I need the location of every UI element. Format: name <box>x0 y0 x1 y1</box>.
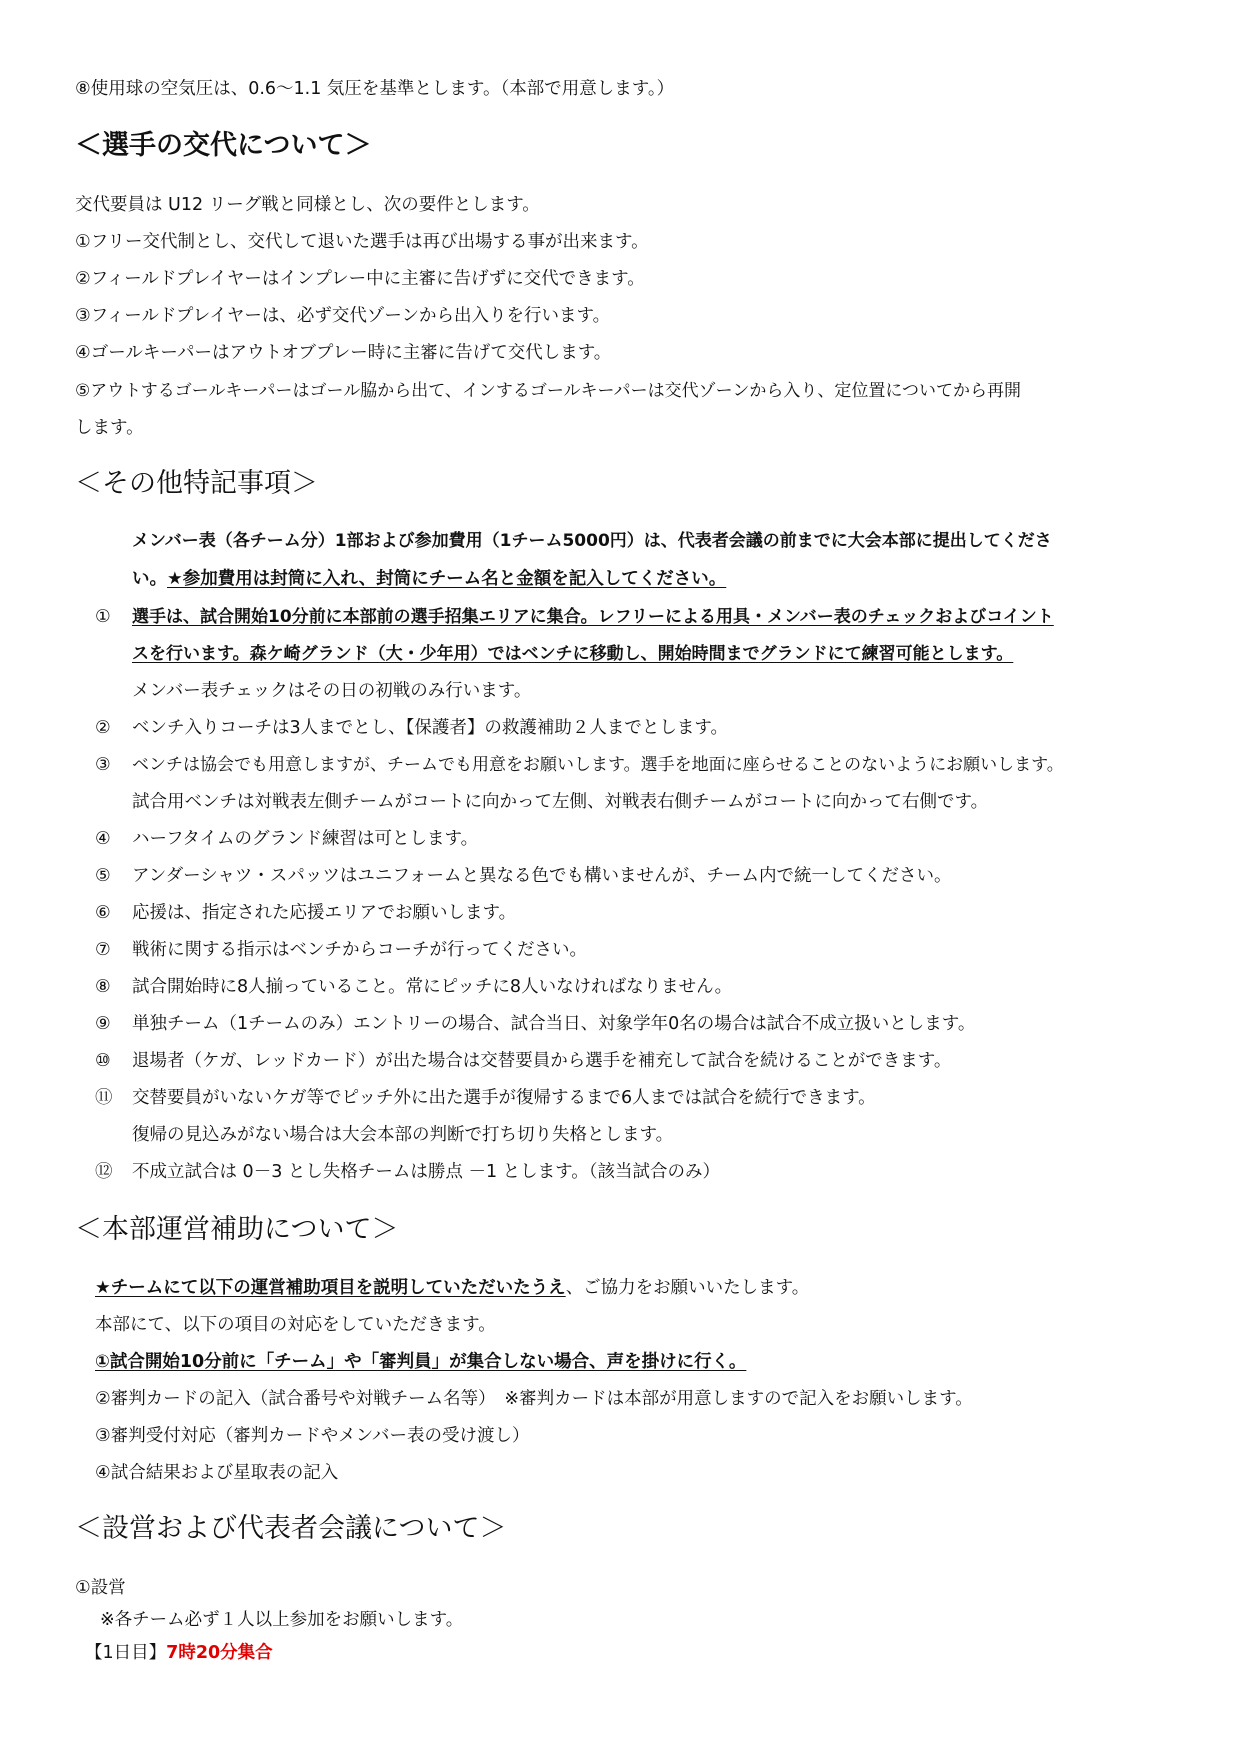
ball-pressure-line: ⑧使用球の空気圧は、0.6～1.1 気圧を基準とします。（本部で用意します。） <box>75 79 675 99</box>
substitution-item-4: ④ゴールキーパーはアウトオブプレー時に主審に告げて交代します。 <box>75 343 612 363</box>
hq-line-2: 本部にて、以下の項目の対応をしていただきます。 <box>95 1315 496 1335</box>
substitution-item-5-cont: します。 <box>75 418 144 438</box>
other-intro-line-1: メンバー表（各チーム分）1部および参加費用（1チーム5000円）は、代表者会議の前までに大会本部に提出してくださ <box>132 531 1052 551</box>
other-item-9-num: ⑨ <box>95 1014 111 1034</box>
other-item-6-num: ⑥ <box>95 903 111 923</box>
setup-day-time: 7時20分集合 <box>166 1643 273 1663</box>
hq-intro <box>95 1275 809 1301</box>
other-item-1-line-1: 選手は、試合開始10分前に本部前の選手招集エリアに集合。レフリーによる用具・メンバー表のチェックおよびコイント <box>132 607 1054 627</box>
substitution-item-3: ③フィールドプレイヤーは、必ず交代ゾーンから出入りを行います。 <box>75 306 611 326</box>
other-item-7-num: ⑦ <box>95 940 111 960</box>
substitution-intro: 交代要員は U12 リーグ戦と同様とし、次の要件とします。 <box>75 195 540 215</box>
other-item-8-line-1: 試合開始時に8人揃っていること。常にピッチに8人いなければなりません。 <box>132 977 733 997</box>
setup-heading: ＜設営および代表者会議について＞ <box>75 1513 507 1544</box>
other-item-10-num: ⑩ <box>95 1051 111 1071</box>
hq-item-3: ③審判受付対応（審判カードやメンバー表の受け渡し） <box>95 1426 530 1446</box>
other-item-3-num: ③ <box>95 755 111 775</box>
other-item-3-line-1: ベンチは協会でも用意しますが、チームでも用意をお願いします。選手を地面に座らせることのないようにお願いします。 <box>132 755 1064 775</box>
setup-day-label: 【1日目】 <box>85 1643 167 1663</box>
other-item-5-line-1: アンダーシャツ・スパッツはユニフォームと異なる色でも構いませんが、チーム内で統一してください。 <box>132 866 952 886</box>
hq-item-4: ④試合結果および星取表の記入 <box>95 1463 339 1483</box>
other-item-10-line-1: 退場者（ケガ、レッドカード）が出た場合は交替要員から選手を補充して試合を続けることができます。 <box>132 1051 952 1071</box>
other-item-8-num: ⑧ <box>95 977 111 997</box>
other-item-11-num: ⑪ <box>95 1088 113 1108</box>
substitution-item-1: ①フリー交代制とし、交代して退いた選手は再び出場する事が出来ます。 <box>75 232 649 252</box>
other-item-7-line-1: 戦術に関する指示はベンチからコーチが行ってください。 <box>132 940 587 960</box>
other-item-4-num: ④ <box>95 829 111 849</box>
other-item-2-line-1: ベンチ入りコーチは3人までとし、【保護者】の救護補助２人までとします。 <box>132 718 728 738</box>
other-item-5-num: ⑤ <box>95 866 111 886</box>
fee-envelope-note: ★参加費用は封筒に入れ、封筒にチーム名と金額を記入してください。 <box>167 569 727 589</box>
other-item-2-num: ② <box>95 718 111 738</box>
other-heading: ＜その他特記事項＞ <box>75 468 318 499</box>
other-item-6-line-1: 応援は、指定された応援エリアでお願いします。 <box>132 903 517 923</box>
setup-note: ※各チーム必ず１人以上参加をお願いします。 <box>100 1610 464 1630</box>
other-intro-line-2a: い。 <box>132 569 167 589</box>
other-item-1-line-3: メンバー表チェックはその日の初戦のみ行います。 <box>132 681 532 701</box>
hq-intro-rest: 、ご協力をお願いいたします。 <box>565 1278 810 1298</box>
hq-item-2: ②審判カードの記入（試合番号や対戦チーム名等） ※審判カードは本部が用意しますので記入をお願いします。 <box>95 1389 973 1409</box>
other-item-1-line-2: スを行います。森ケ崎グランド（大・少年用）ではベンチに移動し、開始時間までグランドにて練習可能とします。 <box>132 644 1014 664</box>
other-item-1-num: ① <box>95 607 111 627</box>
other-item-3-line-2: 試合用ベンチは対戦表左側チームがコートに向かって左側、対戦表右側チームがコートに向かって右側です。 <box>132 792 989 812</box>
other-intro-line-2 <box>132 566 726 592</box>
other-item-9-line-1: 単独チーム（1チームのみ）エントリーの場合、試合当日、対象学年0名の場合は試合不成立扱いとします。 <box>132 1014 976 1034</box>
other-item-11-line-1: 交替要員がいないケガ等でピッチ外に出た選手が復帰するまで6人までは試合を続行できます。 <box>132 1088 876 1108</box>
hq-item-1: ①試合開始10分前に「チーム」や「審判員」が集合しない場合、声を掛けに行く。 <box>95 1352 747 1372</box>
other-item-12-line-1: 不成立試合は 0－3 とし失格チームは勝点 －1 とします。（該当試合のみ） <box>132 1162 721 1182</box>
substitution-item-5: ⑤アウトするゴールキーパーはゴール脇から出て、インするゴールキーパーは交代ゾーンから入り、定位置についてから再開 <box>75 381 1021 401</box>
hq-intro-emphasis: ★チームにて以下の運営補助項目を説明していただいたうえ <box>95 1278 566 1298</box>
other-item-11-line-2: 復帰の見込みがない場合は大会本部の判断で打ち切り失格とします。 <box>132 1125 674 1145</box>
substitution-heading: ＜選手の交代について＞ <box>75 130 372 161</box>
setup-item-1: ①設営 <box>75 1578 126 1598</box>
substitution-item-2: ②フィールドプレイヤーはインプレー中に主審に告げずに交代できます。 <box>75 269 645 289</box>
setup-day-1 <box>85 1640 273 1666</box>
hq-heading: ＜本部運営補助について＞ <box>75 1214 399 1245</box>
other-item-4-line-1: ハーフタイムのグランド練習は可とします。 <box>132 829 479 849</box>
other-item-12-num: ⑫ <box>95 1162 113 1182</box>
